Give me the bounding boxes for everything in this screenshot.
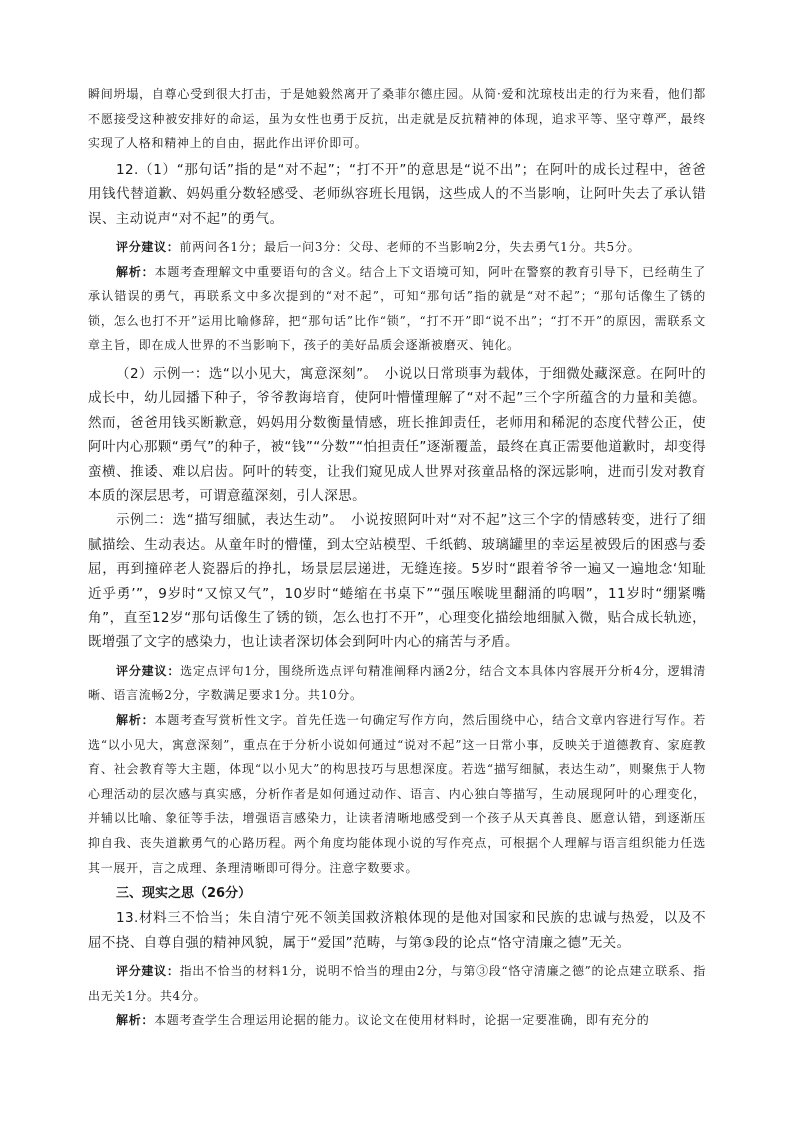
analysis-label: 解析： (116, 713, 155, 728)
scoring-13 (88, 959, 706, 1008)
scoring-text: 前两问各1分；最后一问3分：父母、老师的不当影响2分，失去勇气1分。共5分。 (179, 240, 641, 254)
scoring-label: 评分建议： (116, 240, 180, 254)
analysis-12-1 (88, 260, 706, 358)
answer-12-1: 12.（1）“那句话”指的是“对不起”；“打不开”的意思是“说不出”；在阿叶的成长过程中，爸爸用钱代替道歉、妈妈重分数轻感受、老师纵容班长甩锅，这些成人的不当影响，让阿叶失去了承认错误、主动说声“对不起”的勇气。 (88, 161, 706, 227)
answer-12-2-example-1: （2）示例一：选“以小见大，寓意深刻”。 小说以日常琐事为载体，于细微处藏深意。在阿叶的成长中，幼儿园播下种子，爷爷教诲培育，使阿叶懵懂理解了“对不起”三个字所蕴含的力量和美德。然而，爸爸用钱买断歉意，妈妈用分数衡量情感，班长推卸责任，老师用和稀泥的态度代替公正，使阿叶内心那颗“勇气”的种子，被“钱”“分数”“怕担责任”逐渐覆盖，最终在真正需要他道歉时，却变得蛮横、推诿、难以启齿。阿叶的转变，让我们窥见成人世界对孩童品格的深远影响，进而引发对教育本质的深层思考，可谓意蕴深刻，引人深思。 (88, 365, 706, 504)
answer-12-2-example-2: 示例二：选“描写细腻，表达生动”。 小说按照阿叶对“对不起”这三个字的情感转变，进行了细腻描绘、生动表达。从童年时的懵懂，到太空站模型、千纸鹤、玻璃罐里的幸运星被毁后的困惑与委屈，再到撞碎老人瓷器后的挣扎，场景层层递进，无缝连接。5岁时“跟着爷爷一遍又一遍地念‘知耻近乎勇’”，9岁时“又惊又气”，10岁时“蜷缩在书桌下”“强压喉咙里翻涌的呜咽”，11岁时“绷紧嘴角”，直至12岁“那句话像生了锈的锁，怎么也打不开”，心理变化描绘地细腻入微，贴合成长轨迹，既增强了文字的感染力，也让读者深切体会到阿叶内心的痛苦与矛盾。 (88, 512, 706, 651)
scoring-text: 指出不恰当的材料1分，说明不恰当的理由2分，与第③段“恪守清廉之德”的论点建立联系、指出无关1分。共4分。 (88, 964, 706, 1003)
scoring-label: 评分建议： (116, 663, 181, 678)
answer-13: 13.材料三不恰当；朱自清宁死不领美国救济粮体现的是他对国家和民族的忠诚与热爱，以及不屈不挠、自尊自强的精神风貌，属于“爱国”范畴，与第③段的论点“恪守清廉之德”无关。 (88, 910, 706, 951)
analysis-text: 本题考查理解文中重要语句的含义。结合上下文语境可知，阿叶在警察的教育引导下，已经萌生了承认错误的勇气，再联系文中多次提到的“对不起”，可知“那句话”指的就是“对不起”；“那句话像生了锈的锁，怎么也打不开”运用比喻修辞，把“那句话”比作“锁”，“打不开”即“说不出”；“打不开”的原因，需联系文章主旨，即在成人世界的不当影响下，孩子的美好品质会逐渐被磨灭、钝化。 (88, 264, 706, 353)
analysis-text: 本题考查学生合理运用论据的能力。议论文在使用材料时，论据一定要准确，即有充分的 (154, 1013, 650, 1028)
scoring-text: 选定点评句1分，围绕所选点评句精准阐释内涵2分，结合文本具体内容展开分析4分，逻辑清晰、语言流畅2分，字数满足要求1分。共10分。 (88, 663, 706, 703)
analysis-12-2 (88, 708, 706, 880)
scoring-12-2 (88, 659, 706, 708)
scoring-12-1 (88, 235, 706, 260)
scoring-label: 评分建议： (116, 964, 180, 978)
analysis-label: 解析： (116, 1013, 155, 1028)
analysis-text: 本题考查写赏析性文字。首先任选一句确定写作方向，然后围绕中心，结合文章内容进行写作。若选“以小见大，寓意深刻”，重点在于分析小说如何通过“说对不起”这一日常小事，反映关于道德教育、家庭教育、社会教育等大主题，体现“以小见大”的构思技巧与思想深度。若选“描写细腻，表达生动”，则聚焦于人物心理活动的层次感与真实感，分析作者是如何通过动作、语言、内心独白等描写，生动展现阿叶的心理变化，并辅以比喻、象征等手法，增强语言感染力，让读者清晰地感受到一个孩子从天真善良、愿意认错，到逐渐压抑自我、丧失道歉勇气的心路历程。两个角度均能体现小说的写作亮点，可根据个人理解与语言组织能力任选其一展开，言之成理、条理清晰即可得分。注意字数要求。 (88, 713, 706, 875)
paragraph-jane-eyre-analysis: 瞬间坍塌，自尊心受到很大打击，于是她毅然离开了桑菲尔德庄园。从简·爱和沈琼枝出走的行为来看，他们都不愿接受这种被安排好的命运，虽为女性也勇于反抗，出走就是反抗精神的体现，追求平等、坚守尊严，最终实现了人格和精神上的自由，据此作出评价即可。 (88, 87, 706, 151)
analysis-label: 解析： (116, 264, 155, 279)
section-heading: 三、现实之思（26分） (116, 886, 252, 902)
analysis-13 (88, 1008, 706, 1033)
